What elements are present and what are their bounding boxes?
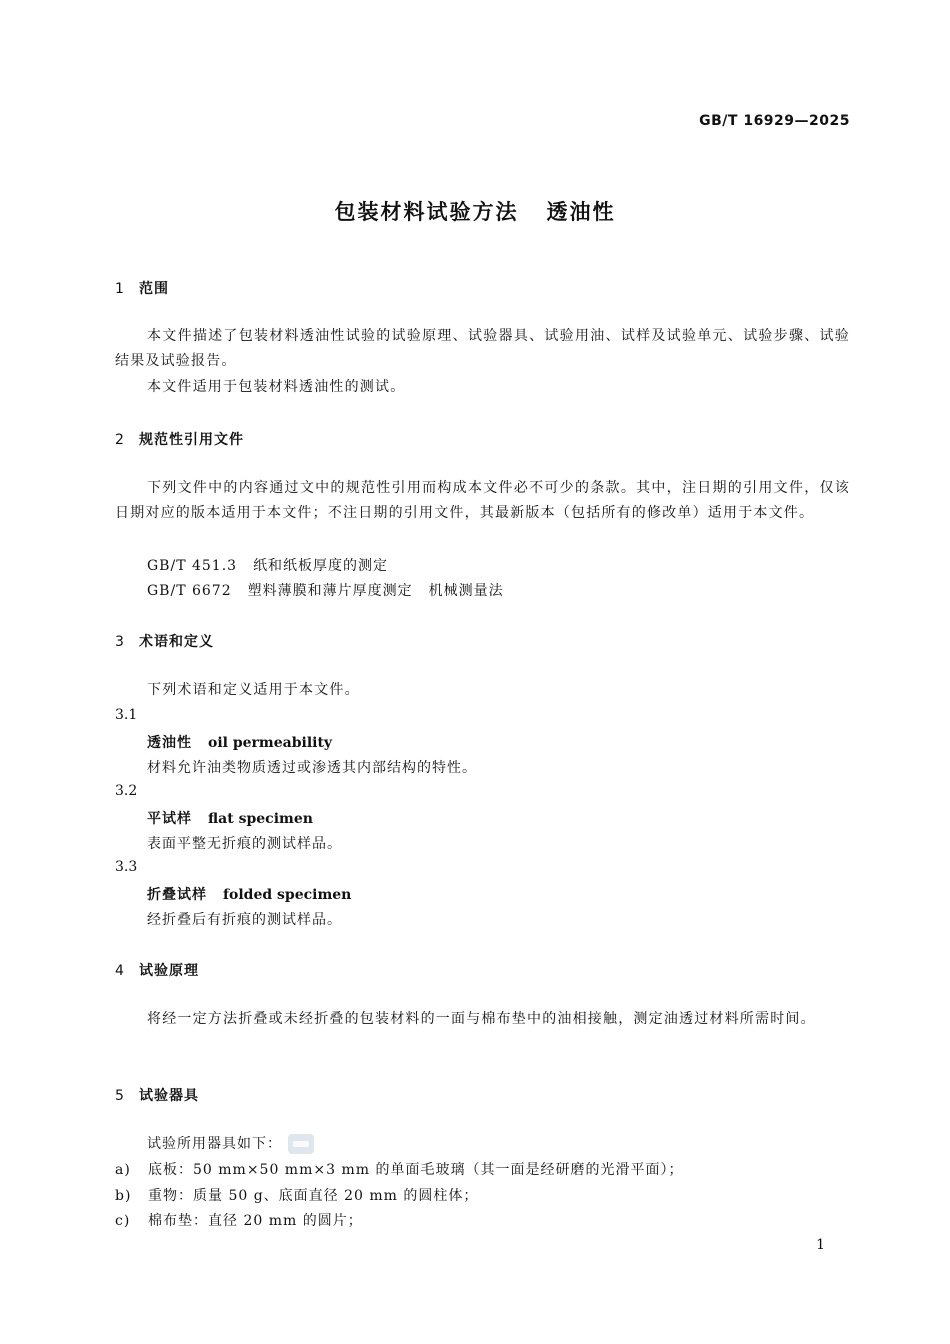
reference-item: GB/T 451.3 纸和纸板厚度的测定 bbox=[147, 558, 389, 574]
section-5-heading: 5 试验器具 bbox=[115, 1088, 199, 1104]
section-5-intro: 试验所用器具如下： bbox=[147, 1133, 314, 1154]
list-item: c) 棉布垫：直径 20 mm 的圆片； bbox=[115, 1213, 363, 1229]
section-1-paragraph-2: 本文件适用于包装材料透油性的测试。 bbox=[147, 379, 406, 395]
title-main: 包装材料试验方法 bbox=[334, 200, 519, 224]
term-definition: 材料允许油类物质透过或渗透其内部结构的特性。 bbox=[147, 760, 477, 776]
term-title: 折叠试样 folded specimen bbox=[147, 887, 352, 903]
term-definition: 表面平整无折痕的测试样品。 bbox=[147, 836, 342, 852]
term-number: 3.1 bbox=[115, 707, 138, 723]
section-1-paragraph-1: 本文件描述了包装材料透油性试验的试验原理、试验器具、试验用油、试样及试验单元、试验步骤、试验结果及试验报告。 bbox=[115, 328, 850, 369]
term-title: 透油性 oil permeability bbox=[147, 735, 333, 751]
section-1-heading: 1 范围 bbox=[115, 281, 169, 297]
section-2-heading: 2 规范性引用文件 bbox=[115, 432, 244, 448]
section-2-paragraph-1: 下列文件中的内容通过文中的规范性引用而构成本文件必不可少的条款。其中，注日期的引用文件，仅该日期对应的版本适用于本文件；不注日期的引用文件，其最新版本（包括所有的修改单）适用于本文件。 bbox=[115, 480, 850, 521]
standard-code: GB/T 16929—2025 bbox=[699, 113, 850, 129]
page-number: 1 bbox=[816, 1237, 825, 1253]
section-3-heading: 3 术语和定义 bbox=[115, 634, 214, 650]
reference-item: GB/T 6672 塑料薄膜和薄片厚度测定 机械测量法 bbox=[147, 583, 504, 599]
title-sub: 透油性 bbox=[546, 200, 616, 224]
list-item: b) 重物：质量 50 g、底面直径 20 mm 的圆柱体； bbox=[115, 1188, 479, 1204]
term-number: 3.3 bbox=[115, 859, 138, 875]
term-title: 平试样 flat specimen bbox=[147, 811, 313, 827]
term-definition: 经折叠后有折痕的测试样品。 bbox=[147, 912, 342, 928]
term-number: 3.2 bbox=[115, 783, 138, 799]
section-3-paragraph-1: 下列术语和定义适用于本文件。 bbox=[147, 682, 360, 698]
document-title bbox=[0, 196, 950, 226]
section-4-heading: 4 试验原理 bbox=[115, 963, 199, 979]
section-4-paragraph-1: 将经一定方法折叠或未经折叠的包装材料的一面与棉布垫中的油相接触，测定油透过材料所需时间。 bbox=[147, 1011, 816, 1027]
list-item: a) 底板：50 mm×50 mm×3 mm 的单面毛玻璃（其一面是经研磨的光滑平面）； bbox=[115, 1162, 684, 1178]
watermark-stamp-icon bbox=[288, 1134, 314, 1154]
